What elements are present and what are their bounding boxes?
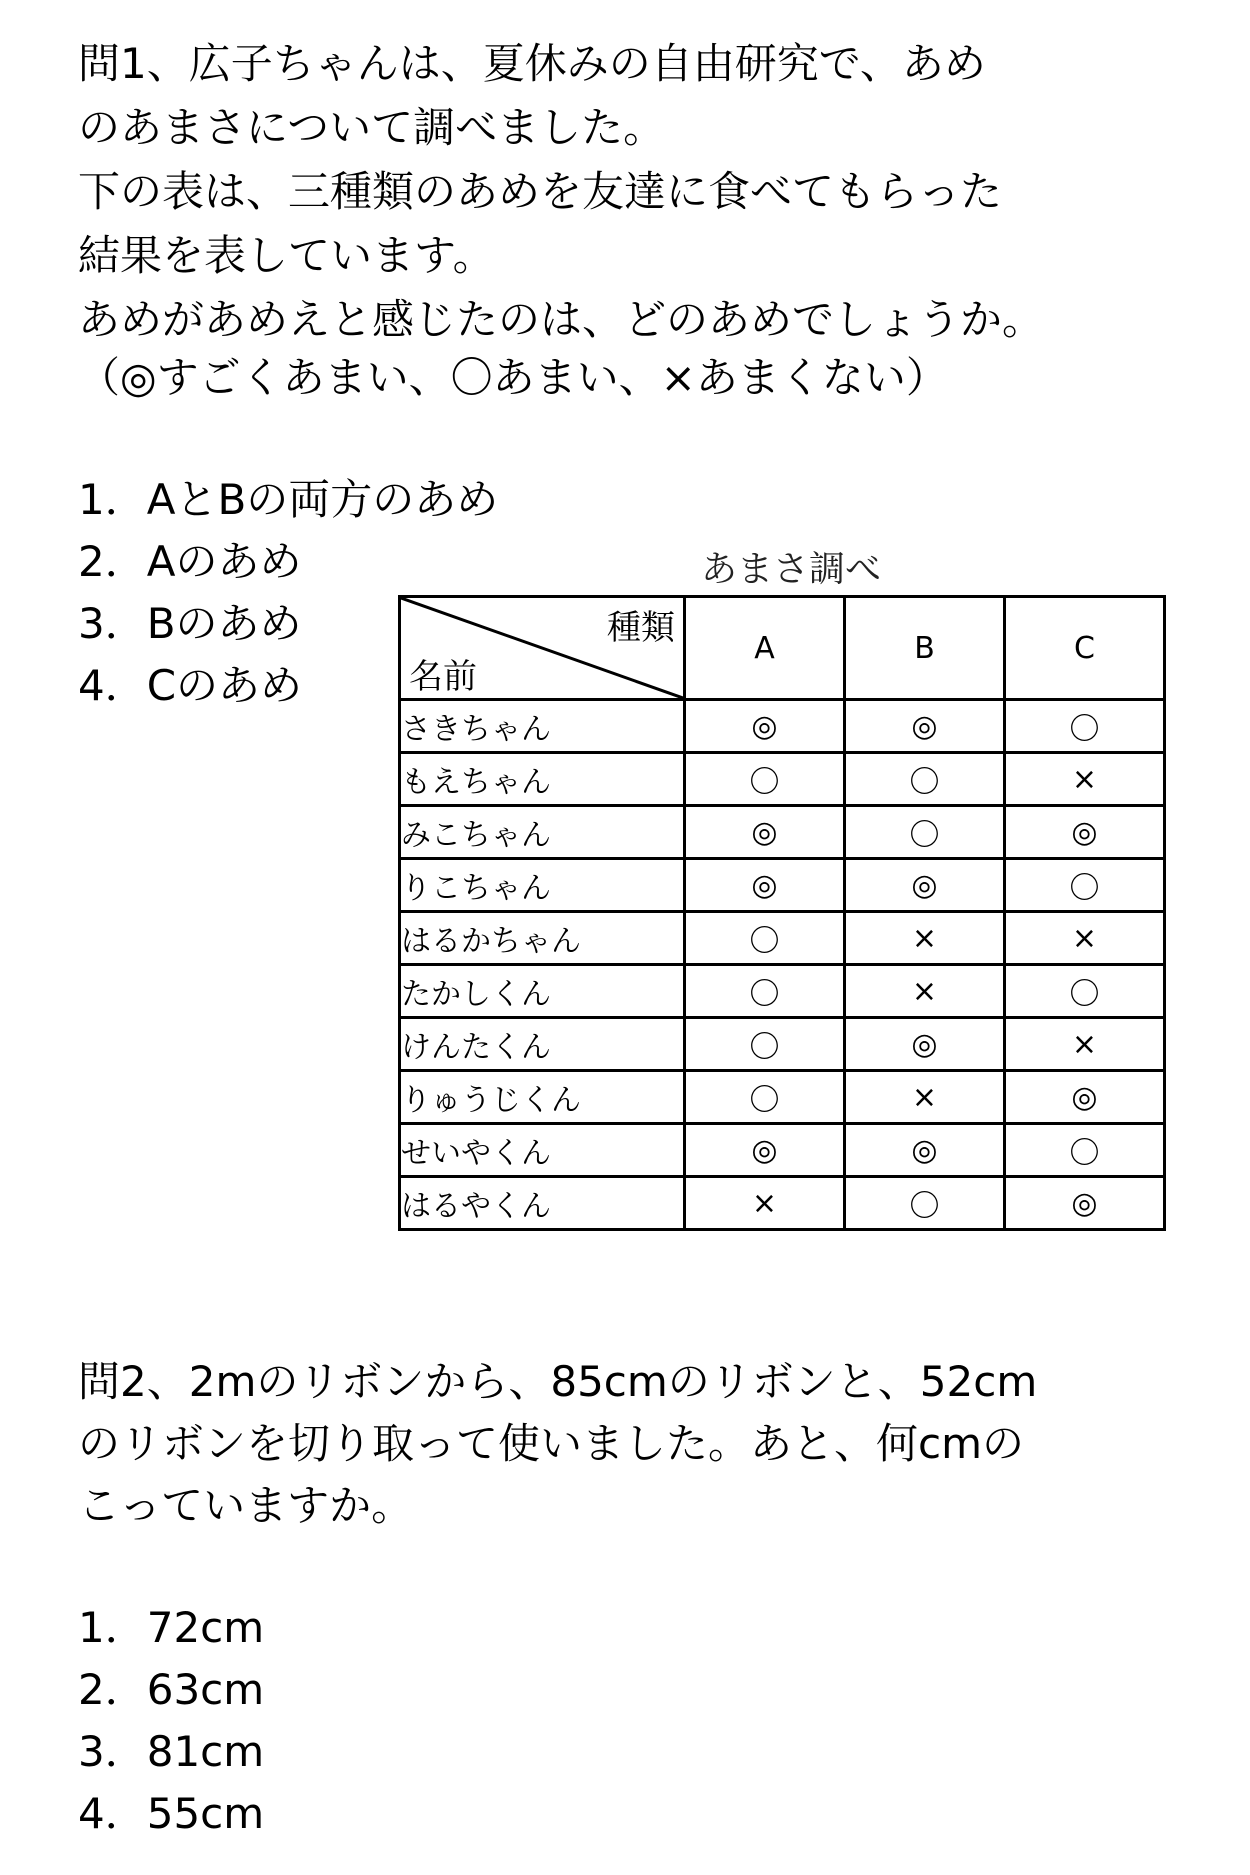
row-name: たかしくん — [400, 965, 685, 1018]
cell-b: ◎ — [845, 1018, 1005, 1071]
cell-a: × — [685, 1177, 845, 1230]
table-row — [400, 1177, 1165, 1230]
column-header-b: B — [845, 597, 1005, 700]
cell-b: 〇 — [845, 1177, 1005, 1230]
cell-c: 〇 — [1005, 965, 1165, 1018]
cell-c: ◎ — [1005, 806, 1165, 859]
column-header-a: A — [685, 597, 845, 700]
table-row — [400, 1071, 1165, 1124]
column-group-label: 種類 — [607, 608, 675, 648]
cell-b: ◎ — [845, 859, 1005, 912]
cell-a: 〇 — [685, 912, 845, 965]
table-title: あまさ調べ — [700, 549, 881, 590]
cell-a: 〇 — [685, 1018, 845, 1071]
answer-option[interactable]: 2．63cm — [78, 1665, 265, 1714]
row-name: りこちゃん — [400, 859, 685, 912]
answer-option[interactable]: 4．55cm — [78, 1789, 265, 1838]
table-row — [400, 912, 1165, 965]
cell-c: × — [1005, 753, 1165, 806]
table-row — [400, 806, 1165, 859]
cell-a: ◎ — [685, 1124, 845, 1177]
cell-b: ◎ — [845, 1124, 1005, 1177]
table-row — [400, 859, 1165, 912]
question-1-line: 問1、広子ちゃんは、夏休みの自由研究で、あめ — [78, 39, 986, 88]
cell-a: 〇 — [685, 753, 845, 806]
table-row — [400, 965, 1165, 1018]
table-header-row — [400, 597, 1165, 700]
cell-b: × — [845, 1071, 1005, 1124]
answer-option[interactable]: 2．Aのあめ — [78, 537, 302, 586]
cell-a: ◎ — [685, 700, 845, 753]
cell-c: 〇 — [1005, 700, 1165, 753]
answer-option[interactable]: 1．72cm — [78, 1603, 265, 1652]
row-name: けんたくん — [400, 1018, 685, 1071]
cell-c: 〇 — [1005, 859, 1165, 912]
row-name: りゅうじくん — [400, 1071, 685, 1124]
table-row — [400, 1124, 1165, 1177]
cell-b: ◎ — [845, 700, 1005, 753]
question-1-line: 結果を表しています。 — [78, 231, 495, 280]
row-group-label: 名前 — [409, 657, 477, 697]
row-name: もえちゃん — [400, 753, 685, 806]
question-1-line: （◎すごくあまい、〇あまい、×あまくない） — [78, 353, 948, 402]
sweetness-table — [398, 595, 1166, 1231]
cell-b: 〇 — [845, 753, 1005, 806]
table-corner-header — [400, 597, 685, 700]
question-1-line: あめがあめえと感じたのは、どのあめでしょうか。 — [78, 295, 1045, 344]
question-2-line: こっていますか。 — [78, 1481, 414, 1530]
cell-b: 〇 — [845, 806, 1005, 859]
cell-b: × — [845, 965, 1005, 1018]
column-header-c: C — [1005, 597, 1165, 700]
cell-c: ◎ — [1005, 1177, 1165, 1230]
row-name: はるやくん — [400, 1177, 685, 1230]
row-name: みこちゃん — [400, 806, 685, 859]
cell-a: ◎ — [685, 859, 845, 912]
row-name: はるかちゃん — [400, 912, 685, 965]
answer-option[interactable]: 3．81cm — [78, 1727, 265, 1776]
cell-a: 〇 — [685, 1071, 845, 1124]
cell-c: × — [1005, 912, 1165, 965]
cell-c: × — [1005, 1018, 1165, 1071]
answer-option[interactable]: 4．Cのあめ — [78, 661, 303, 710]
cell-a: 〇 — [685, 965, 845, 1018]
cell-c: ◎ — [1005, 1071, 1165, 1124]
cell-c: 〇 — [1005, 1124, 1165, 1177]
question-2-line: 問2、2mのリボンから、85cmのリボンと、52cm — [78, 1357, 1038, 1406]
table-row — [400, 1018, 1165, 1071]
question-1-line: のあまさについて調べました。 — [78, 103, 666, 152]
answer-option[interactable]: 3．Bのあめ — [78, 599, 302, 648]
question-2-line: のリボンを切り取って使いました。あと、何cmの — [78, 1419, 1025, 1468]
question-1-line: 下の表は、三種類のあめを友達に食べてもらった — [78, 167, 1003, 216]
cell-b: × — [845, 912, 1005, 965]
answer-option[interactable]: 1．AとBの両方のあめ — [78, 475, 499, 524]
cell-a: ◎ — [685, 806, 845, 859]
table-row — [400, 700, 1165, 753]
row-name: せいやくん — [400, 1124, 685, 1177]
table-row — [400, 753, 1165, 806]
row-name: さきちゃん — [400, 700, 685, 753]
